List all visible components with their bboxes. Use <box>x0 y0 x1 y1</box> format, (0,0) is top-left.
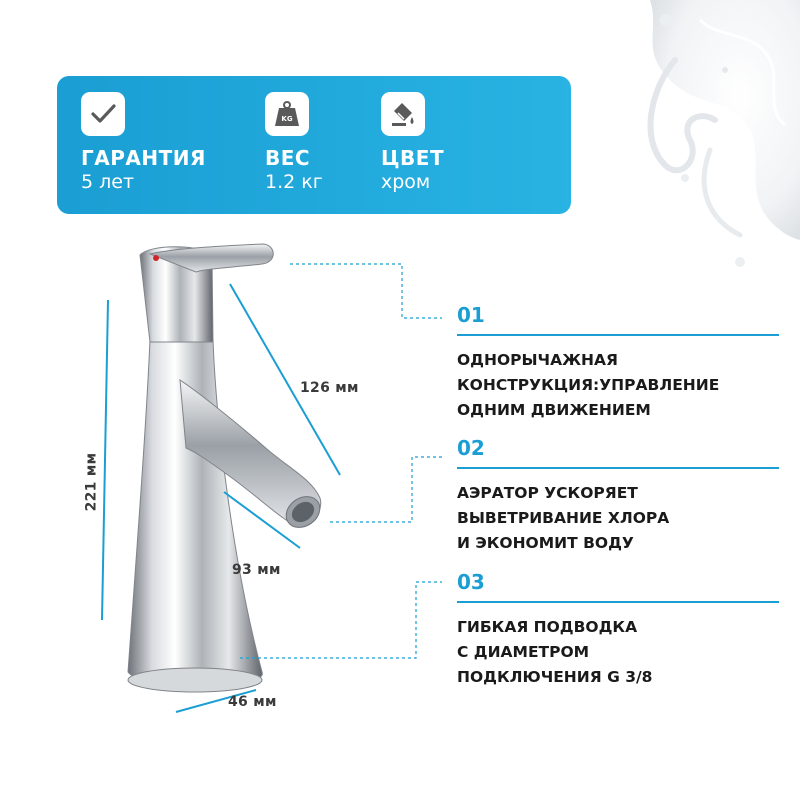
feature-number: 02 <box>457 436 485 460</box>
spec-value: хром <box>381 171 431 193</box>
hot-indicator-dot <box>153 255 159 261</box>
leader-line-03 <box>240 582 442 658</box>
feature-02 <box>457 437 779 556</box>
feature-line: ГИБКАЯ ПОДВОДКА <box>457 618 638 636</box>
feature-line: ВЫВЕТРИВАНИЕ ХЛОРА <box>457 509 670 527</box>
leader-line-02 <box>330 457 442 522</box>
feature-line: ОДНОРЫЧАЖНАЯ <box>457 351 618 369</box>
feature-line: И ЭКОНОМИТ ВОДУ <box>457 534 634 552</box>
spec-value: 5 лет <box>81 171 135 193</box>
dimension-label-total-height: 221 мм <box>83 452 100 512</box>
feature-03 <box>457 571 779 690</box>
spec-title: ЦВЕТ <box>381 146 445 170</box>
feature-divider <box>457 334 779 336</box>
feature-line: С ДИАМЕТРОМ <box>457 643 590 661</box>
dimension-label-base-diameter: 46 мм <box>228 694 277 710</box>
spec-title: ВЕС <box>265 146 311 170</box>
feature-line: ПОДКЛЮЧЕНИЯ G 3/8 <box>457 668 653 686</box>
feature-number: 01 <box>457 303 485 327</box>
spec-title: ГАРАНТИЯ <box>81 146 206 170</box>
weight-icon-label: KG <box>281 115 293 123</box>
dimension-label-spout-height: 93 мм <box>232 562 281 578</box>
spec-value: 1.2 кг <box>265 171 323 193</box>
dimension-line-height <box>102 300 108 620</box>
feature-line: ОДНИМ ДВИЖЕНИЕМ <box>457 401 651 419</box>
feature-number: 03 <box>457 570 485 594</box>
dimension-label-spout-length: 126 мм <box>300 380 359 396</box>
leader-line-01 <box>290 264 442 318</box>
feature-line: КОНСТРУКЦИЯ:УПРАВЛЕНИЕ <box>457 376 720 394</box>
feature-01 <box>457 304 779 423</box>
feature-divider <box>457 601 779 603</box>
feature-line: АЭРАТОР УСКОРЯЕТ <box>457 484 638 502</box>
feature-divider <box>457 467 779 469</box>
